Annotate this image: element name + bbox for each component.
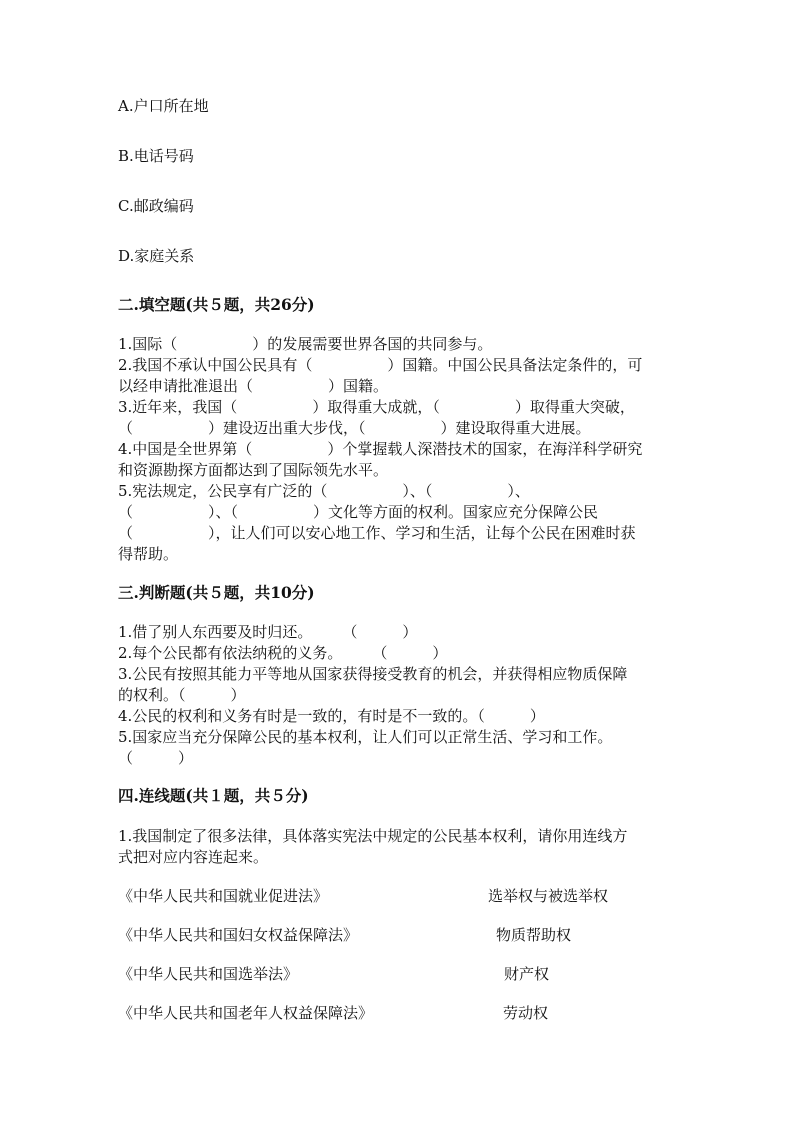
match-law-item: 《中华人民共和国就业促进法》 xyxy=(118,887,329,905)
match-law-item: 《中华人民共和国妇女权益保障法》 xyxy=(118,926,359,944)
section-title-judge: 三.判断题(共５题，共10分) xyxy=(118,583,315,602)
option-c: C.邮政编码 xyxy=(118,197,194,215)
judge-line: 5.国家应当充分保障公民的基本权利，让人们可以正常生活、学习和工作。 xyxy=(118,728,613,746)
judge-line: 2.每个公民都有依法纳税的义务。 （ ） xyxy=(118,644,448,662)
judge-line: （ ） xyxy=(118,749,194,767)
match-intro-line: 式把对应内容连起来。 xyxy=(118,848,269,866)
fill-line: 2.我国不承认中国公民具有（ ）国籍。中国公民具备法定条件的，可 xyxy=(118,356,643,374)
option-d: D.家庭关系 xyxy=(118,247,195,265)
match-intro-line: 1.我国制定了很多法律，具体落实宪法中规定的公民基本权利，请你用连线方 xyxy=(118,827,628,845)
fill-line: 以经申请批准退出（ ）国籍。 xyxy=(118,377,389,395)
judge-line: 1.借了别人东西要及时归还。 （ ） xyxy=(118,623,418,641)
match-right-item: 物质帮助权 xyxy=(496,926,572,944)
option-a: A.户口所在地 xyxy=(118,97,209,115)
section-title-match: 四.连线题(共１题，共５分) xyxy=(118,786,309,805)
match-law-item: 《中华人民共和国老年人权益保障法》 xyxy=(118,1004,374,1022)
section-title-fill: 二.填空题(共５题，共26分) xyxy=(118,295,315,314)
fill-line: 1.国际（ ）的发展需要世界各国的共同参与。 xyxy=(118,335,493,353)
fill-line: （ ），让人们可以安心地工作、学习和生活，让每个公民在困难时获 xyxy=(118,524,636,542)
fill-line: 和资源勘探方面都达到了国际领先水平。 xyxy=(118,461,389,479)
match-law-item: 《中华人民共和国选举法》 xyxy=(118,965,299,983)
fill-line: 得帮助。 xyxy=(118,545,179,563)
match-right-item: 财产权 xyxy=(504,965,550,983)
fill-line: （ ）、（ ）文化等方面的权利。国家应充分保障公民 xyxy=(118,503,599,521)
fill-line: 3.近年来，我国（ ）取得重大成就，（ ）取得重大突破， xyxy=(118,398,635,416)
match-right-item: 选举权与被选举权 xyxy=(488,887,609,905)
option-b: B.电话号码 xyxy=(118,147,194,165)
fill-line: 5.宪法规定，公民享有广泛的（ ）、（ ）、 xyxy=(118,482,530,500)
judge-line: 4.公民的权利和义务有时是一致的，有时是不一致的。（ ） xyxy=(118,707,545,725)
fill-line: （ ）建设迈出重大步伐，（ ）建设取得重大进展。 xyxy=(118,419,591,437)
fill-line: 4.中国是全世界第（ ）个掌握载人深潜技术的国家，在海洋科学研究 xyxy=(118,440,643,458)
judge-line: 3.公民有按照其能力平等地从国家获得接受教育的机会，并获得相应物质保障 xyxy=(118,665,628,683)
match-right-item: 劳动权 xyxy=(503,1004,549,1022)
judge-line: 的权利。（ ） xyxy=(118,686,246,704)
